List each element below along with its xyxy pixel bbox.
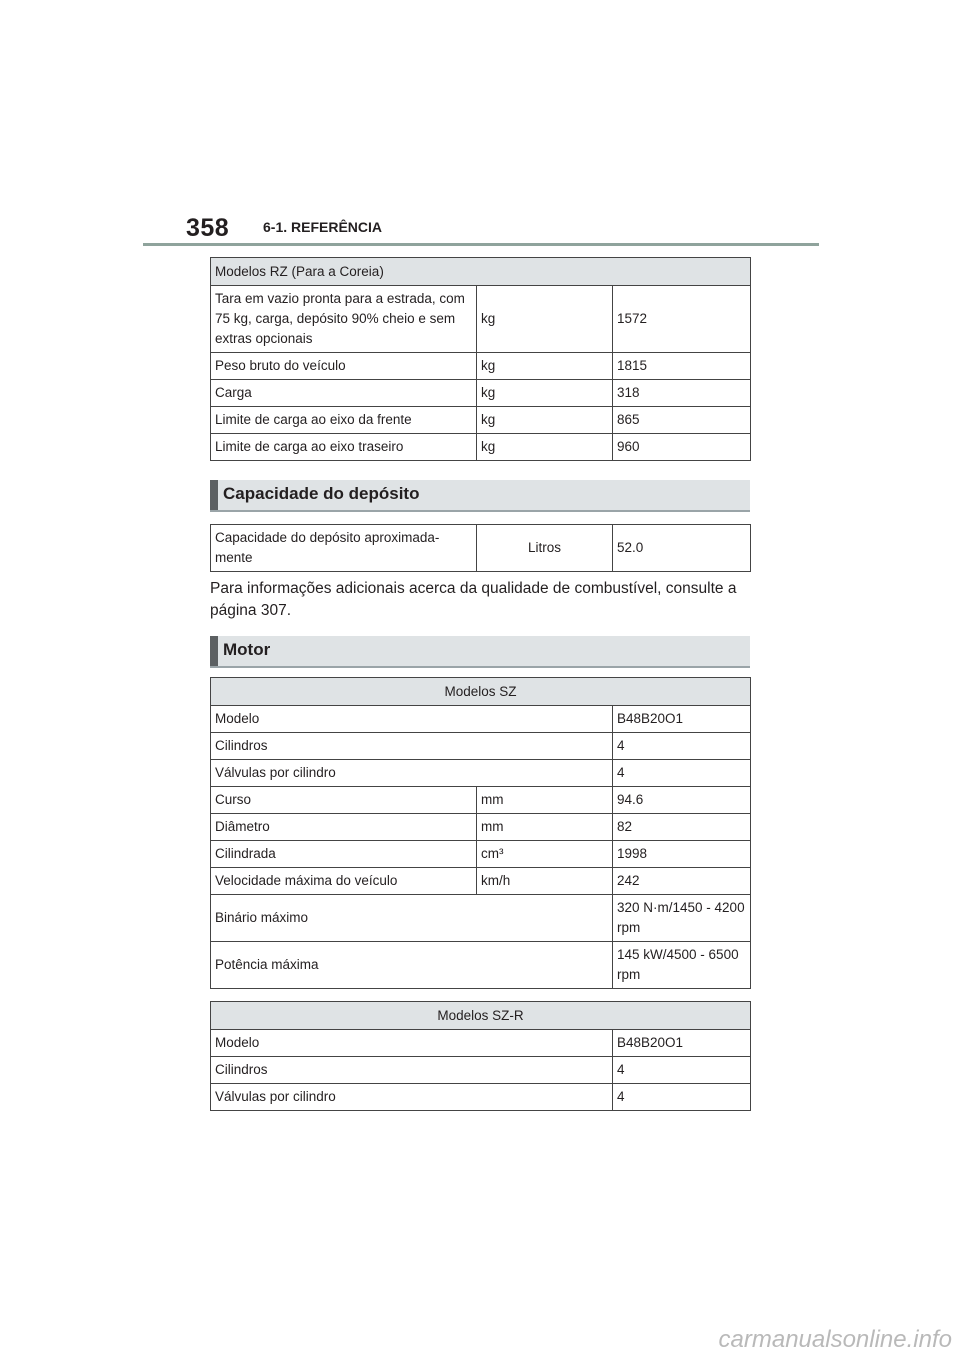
table-row [211,380,751,407]
row-value: 1572 [613,286,751,353]
row-value: B48B20O1 [613,706,751,733]
motor-section-heading [210,636,750,668]
table-row [211,814,751,841]
row-value: 94.6 [613,787,751,814]
table-row [211,942,751,989]
header-rule [143,243,819,246]
heading-bar [210,636,218,666]
szr-table-title: Modelos SZ-R [211,1002,751,1030]
row-value: 1815 [613,353,751,380]
motor-heading-text: Motor [223,640,271,659]
watermark: carmanualsonline.info [718,1326,952,1353]
motor-sz-table [210,677,751,989]
row-value: 4 [613,1057,751,1084]
table-row [211,434,751,461]
row-label: Velocidade máxima do veículo [211,868,477,895]
table-row [211,895,751,942]
page-header [0,0,960,250]
row-value: 242 [613,868,751,895]
row-unit: km/h [477,868,613,895]
row-label: Modelo [211,1030,613,1057]
fuel-heading-text: Capacidade do depósito [223,484,420,503]
row-value: 960 [613,434,751,461]
row-label: Peso bruto do veículo [211,353,477,380]
table-row [211,525,751,572]
row-value: 4 [613,760,751,787]
row-label: Limite de carga ao eixo traseiro [211,434,477,461]
page-number: 358 [186,214,230,242]
row-unit: kg [477,353,613,380]
table-row [211,787,751,814]
row-label: Cilindros [211,1057,613,1084]
row-label: Válvulas por cilindro [211,1084,613,1111]
table-row [211,1057,751,1084]
row-label: Binário máximo [211,895,613,942]
row-label: Limite de carga ao eixo da frente [211,407,477,434]
row-unit: mm [477,787,613,814]
row-unit: Litros [477,525,613,572]
row-label: Capacidade do depósito aproximada-mente [211,525,477,572]
row-unit: kg [477,286,613,353]
row-value: 52.0 [613,525,751,572]
row-unit: mm [477,814,613,841]
row-unit: kg [477,434,613,461]
row-value: 4 [613,733,751,760]
row-unit: kg [477,380,613,407]
row-value: 320 N·m/1450 - 4200 rpm [613,895,751,942]
fuel-table [210,524,751,572]
weights-table [210,257,751,461]
row-unit: kg [477,407,613,434]
table-row [211,841,751,868]
row-value: 145 kW/4500 - 6500 rpm [613,942,751,989]
row-value: 82 [613,814,751,841]
table-row [211,1084,751,1111]
fuel-note: Para informações adicionais acerca da qualidade de combustível, consulte a página 307. [210,580,737,619]
row-value: 4 [613,1084,751,1111]
table-row [211,733,751,760]
row-label: Cilindrada [211,841,477,868]
table-row [211,706,751,733]
fuel-section-heading [210,480,750,512]
row-unit: cm³ [477,841,613,868]
table-row [211,1030,751,1057]
row-value: 1998 [613,841,751,868]
weights-table-title: Modelos RZ (Para a Coreia) [211,258,751,286]
row-value: 318 [613,380,751,407]
row-label: Válvulas por cilindro [211,760,613,787]
row-value: 865 [613,407,751,434]
row-label: Modelo [211,706,613,733]
table-row [211,760,751,787]
row-label: Diâmetro [211,814,477,841]
row-label: Tara em vazio pronta para a estrada, com 75 kg, carga, depósito 90% cheio e sem extras opcionais [211,286,477,353]
row-label: Carga [211,380,477,407]
section-title: 6-1. REFERÊNCIA [263,219,383,235]
row-label: Cilindros [211,733,613,760]
table-row [211,286,751,353]
row-label: Curso [211,787,477,814]
motor-szr-table [210,1001,751,1111]
row-value: B48B20O1 [613,1030,751,1057]
row-label: Potência máxima [211,942,613,989]
table-row [211,407,751,434]
sz-table-title: Modelos SZ [211,678,751,706]
table-row [211,353,751,380]
heading-bar [210,480,218,510]
table-row [211,868,751,895]
